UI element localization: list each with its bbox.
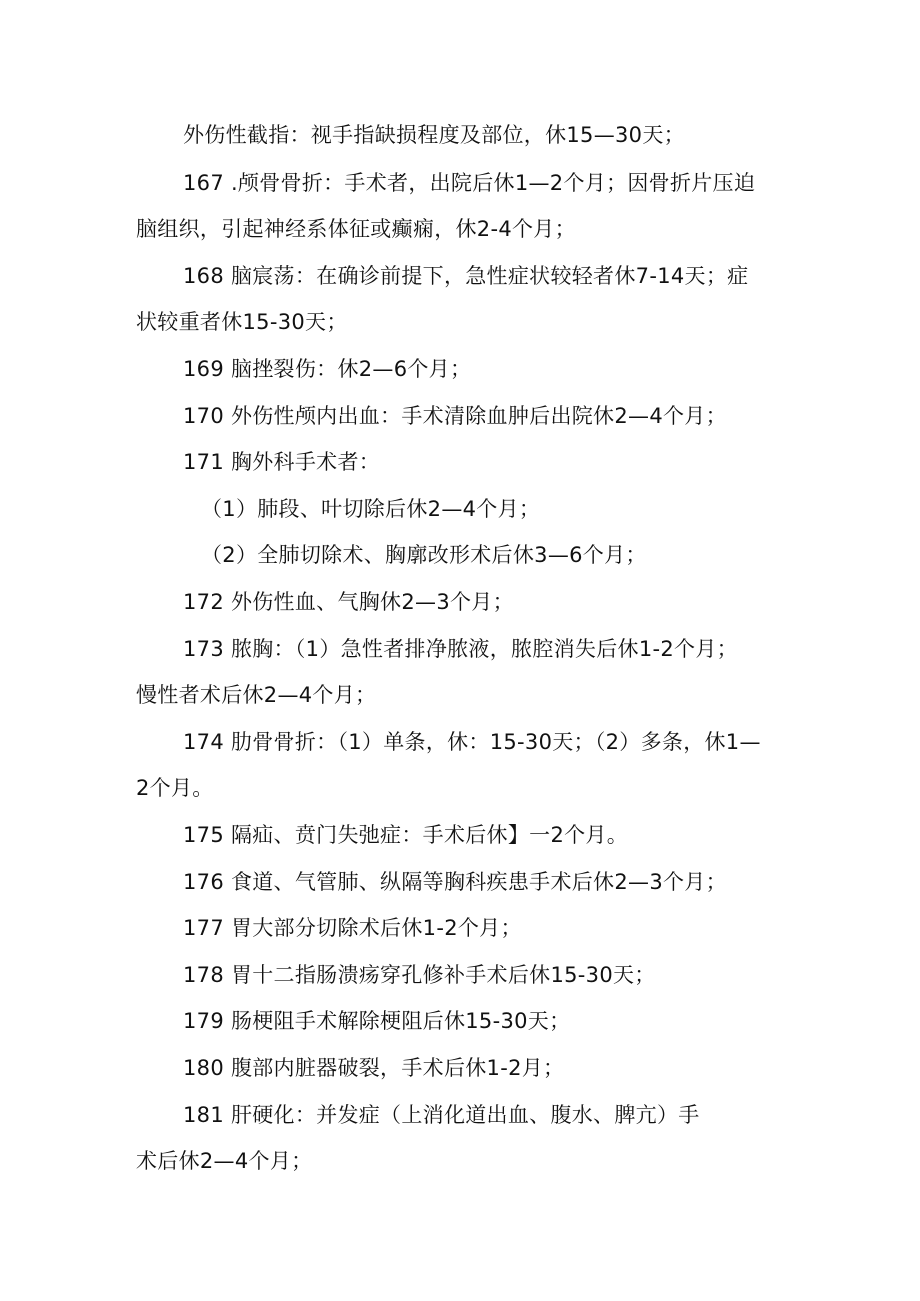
text-line: 180 腹部内脏器破裂，手术后休1-2月； <box>183 1056 565 1080</box>
text-line: （1）肺段、叶切除后休2—4个月； <box>201 497 541 521</box>
text-line: 173 脓胸：（1）急性者排净脓液，脓腔消失后休1-2个月； <box>183 637 738 661</box>
text-line: 脑组织，引起神经系体征或癫痫，休2-4个月； <box>136 217 576 241</box>
text-line: 181 肝硬化：并发症（上消化道出血、腹水、脾亢）手 <box>183 1103 700 1127</box>
text-line: 172 外伤性血、气胸休2—3个月； <box>183 590 514 614</box>
text-line: 175 隔疝、贲门失弛症：手术后休】一2个月。 <box>183 823 629 847</box>
text-line: 慢性者术后休2—4个月； <box>136 683 377 707</box>
text-line: 171 胸外科手术者： <box>183 450 381 474</box>
text-line: 176 食道、气管肺、纵隔等胸科疾患手术后休2—3个月； <box>183 870 727 894</box>
text-line: 外伤性截指：视手指缺损程度及部位，休15—30天； <box>183 123 685 147</box>
text-line: 179 肠梗阻手术解除梗阻后休15-30天； <box>183 1009 571 1033</box>
text-line: 状较重者休15-30天； <box>136 310 348 334</box>
text-line: 术后休2—4个月； <box>136 1149 313 1173</box>
text-line: 2个月。 <box>136 776 214 800</box>
text-line: 169 脑挫裂伤：休2—6个月； <box>183 357 472 381</box>
text-line: 174 肋骨骨折：（1）单条，休：15-30天；（2）多条，休1— <box>183 730 761 754</box>
text-line: 178 胃十二指肠溃疡穿孔修补手术后休15-30天； <box>183 963 656 987</box>
text-line: （2）全肺切除术、胸廓改形术后休3—6个月； <box>201 543 647 567</box>
text-line: 177 胃大部分切除术后休1-2个月； <box>183 916 522 940</box>
text-line: 168 脑宸荡：在确诊前提下，急性症状较轻者休7-14天；症 <box>183 264 749 288</box>
text-line: 167 .颅骨骨折：手术者，出院后休1—2个月；因骨折片压迫 <box>183 171 756 195</box>
text-line: 170 外伤性颅内出血：手术清除血肿后出院休2—4个月； <box>183 404 727 428</box>
